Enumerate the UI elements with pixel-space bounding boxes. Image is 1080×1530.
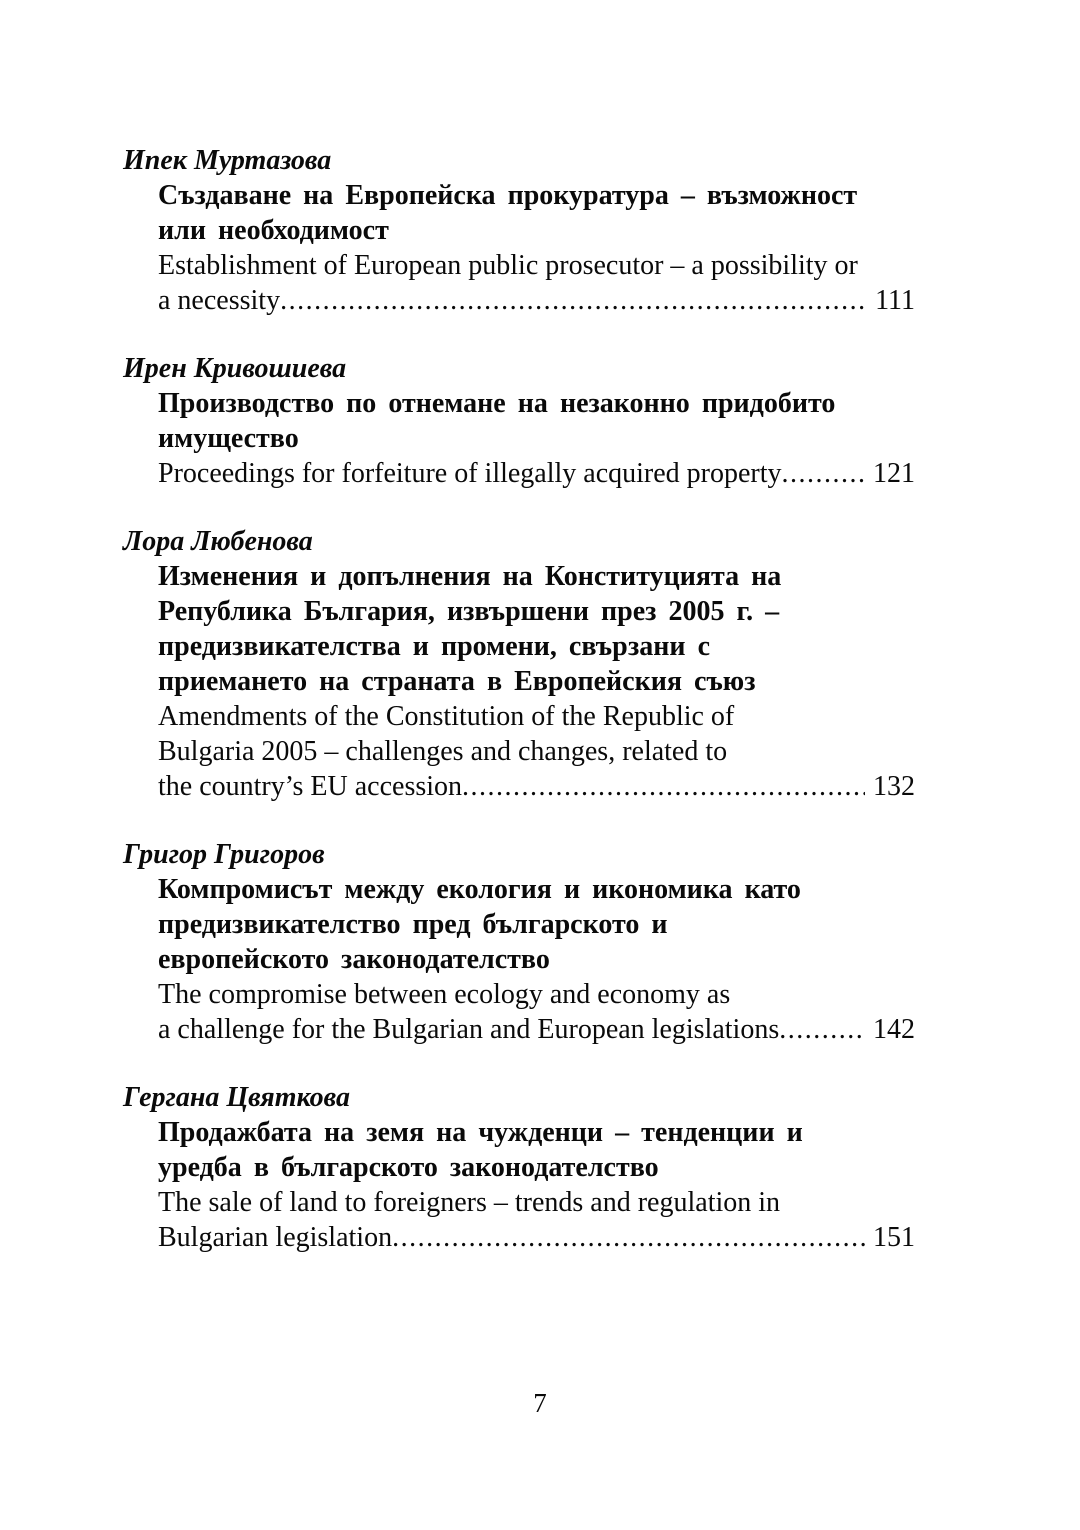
entry-title-en-last: a challenge for the Bulgarian and European legislations xyxy=(158,1014,780,1045)
entry-title-en-last: Bulgarian legislation xyxy=(158,1222,393,1253)
dot-leader xyxy=(462,769,865,804)
entry-body xyxy=(158,386,915,491)
entry-author: Лора Любенова xyxy=(123,526,313,557)
toc-entry xyxy=(123,1080,915,1255)
entry-page-number: 111 xyxy=(875,285,915,316)
entry-title-bg-line: Компромисът между екология и икономика като xyxy=(158,874,801,905)
entry-title-bg-line: Продажбата на земя на чужденци – тенденции и xyxy=(158,1117,803,1148)
entry-body xyxy=(158,872,915,1047)
entry-title-bg-line: имущество xyxy=(158,423,299,454)
entry-title-bg-line: европейското законодателство xyxy=(158,944,550,975)
entry-body xyxy=(158,1115,915,1255)
entry-title-en-line: The sale of land to foreigners – trends and regulation in xyxy=(158,1187,781,1218)
entry-title-bg-line: Изменения и допълнения на Конституцията на xyxy=(158,561,782,592)
toc-entry xyxy=(123,143,915,318)
entry-page-number: 151 xyxy=(873,1222,915,1253)
dot-leader xyxy=(280,283,867,318)
entry-title-en-last: the country’s EU accession xyxy=(158,771,463,802)
entry-title-bg-line: предизвикателства и промени, свързани с xyxy=(158,631,711,662)
toc-entry xyxy=(123,837,915,1047)
entry-title-en-last: Proceedings for forfeiture of illegally acquired property xyxy=(158,458,782,489)
page-number: 7 xyxy=(533,1388,547,1418)
entry-title-bg-line: Производство по отнемане на незаконно придобито xyxy=(158,388,836,419)
entry-author: Ипек Муртазова xyxy=(123,145,332,176)
toc-entry xyxy=(123,351,915,491)
entry-author: Григор Григоров xyxy=(123,839,325,870)
entry-title-bg-line: Създаване на Европейска прокуратура – възможност xyxy=(158,180,858,211)
entry-title-bg-line: приемането на страната в Европейския съюз xyxy=(158,666,756,697)
dot-leader xyxy=(392,1220,865,1255)
table-of-contents xyxy=(123,143,915,1255)
entry-page-number: 132 xyxy=(873,771,915,802)
entry-title-en-line: Bulgaria 2005 – challenges and changes, related to xyxy=(158,736,728,767)
entry-body xyxy=(158,178,915,318)
entry-title-bg-line: уредба в българското законодателство xyxy=(158,1152,659,1183)
entry-page-number: 121 xyxy=(873,458,915,489)
entry-title-bg-line: Република България, извършени през 2005 г. – xyxy=(158,596,780,627)
entry-title-en-line: The compromise between ecology and economy as xyxy=(158,979,731,1010)
entry-author: Гергана Цвяткова xyxy=(123,1082,350,1113)
entry-body xyxy=(158,559,915,804)
entry-title-bg-line: или необходимост xyxy=(158,215,389,246)
page-footer xyxy=(0,1386,1080,1421)
entry-title-en-line: Establishment of European public prosecutor – a possibility or xyxy=(158,250,858,281)
toc-entry xyxy=(123,524,915,804)
entry-author: Ирен Кривошиева xyxy=(123,353,347,384)
entry-title-en-last: a necessity xyxy=(158,285,281,316)
entry-title-en-line: Amendments of the Constitution of the Republic of xyxy=(158,701,735,732)
entry-leader-row xyxy=(158,769,915,804)
entry-leader-row xyxy=(158,1012,915,1047)
dot-leader xyxy=(782,456,865,491)
entry-leader-row xyxy=(158,456,915,491)
entry-leader-row xyxy=(158,1220,915,1255)
entry-page-number: 142 xyxy=(873,1014,915,1045)
entry-title-bg-line: предизвикателство пред българското и xyxy=(158,909,668,940)
entry-leader-row xyxy=(158,283,915,318)
dot-leader xyxy=(779,1012,865,1047)
